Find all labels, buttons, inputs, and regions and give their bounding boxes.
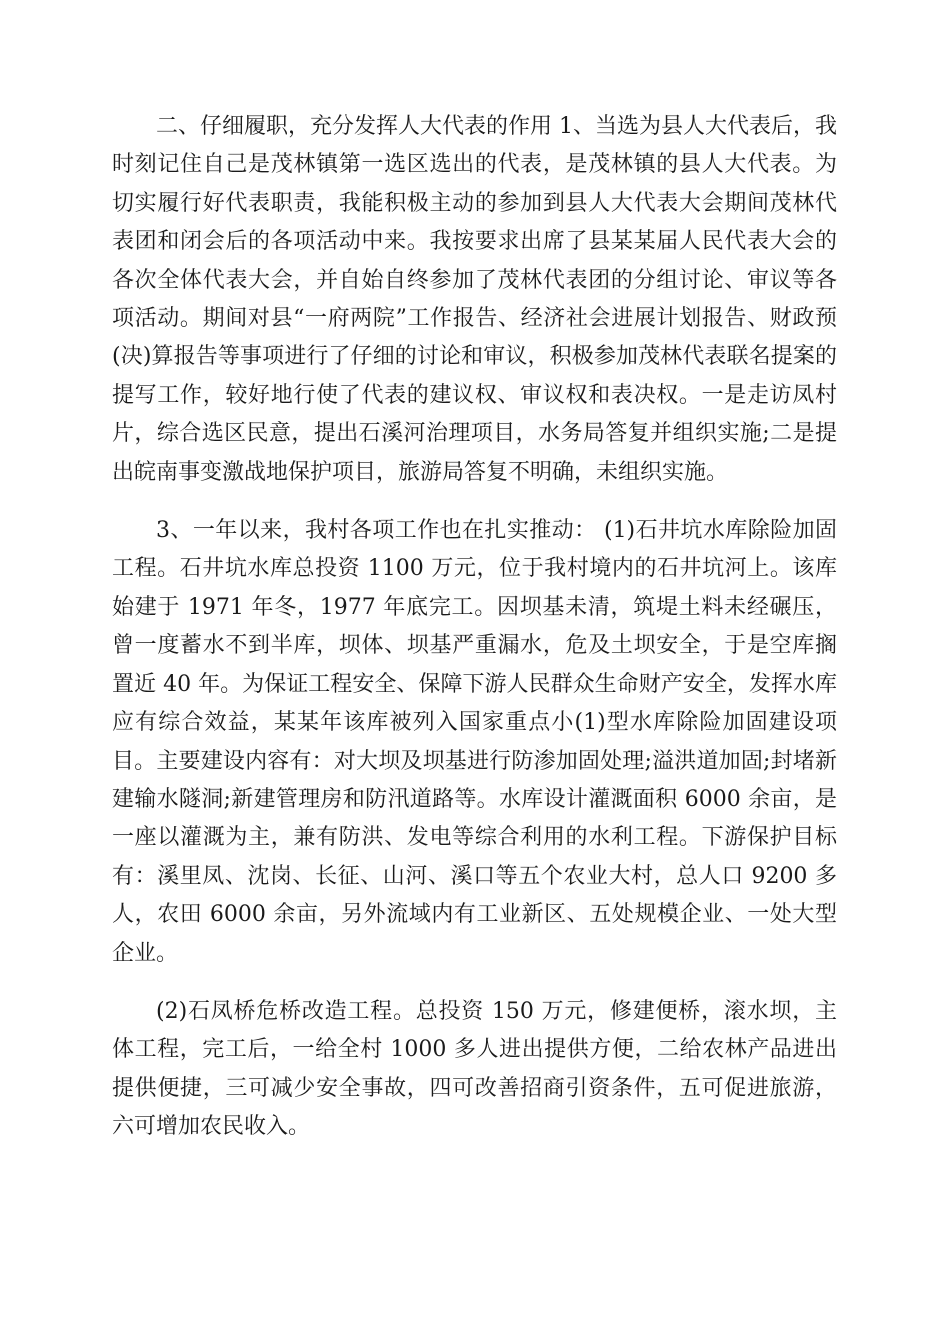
- paragraph-performing-duties: 二、仔细履职，充分发挥人大代表的作用 1、当选为县人大代表后，我时刻记住自己是茂林镇第一选区选出的代表，是茂林镇的县人大代表。为切实履行好代表职责，我能积极主动的参加到县人大代表大会期间茂林代表团和闭会后的各项活动中来。我按要求出席了县某某届人民代表大会的各次全体代表大会，并自始自终参加了茂林代表团的分组讨论、审议等各项活动。期间对县“一府两院”工作报告、经济社会进展计划报告、财政预(决)算报告等事项进行了仔细的讨论和审议，积极参加茂林代表联名提案的提写工作，较好地行使了代表的建议权、审议权和表决权。一是走访凤村片，综合选区民意，提出石溪河治理项目，水务局答复并组织实施;二是提出皖南事变激战地保护项目，旅游局答复不明确，未组织实施。: [112, 114, 837, 485]
- paragraph-village-work-reservoir: 3、一年以来，我村各项工作也在扎实推动： (1)石井坑水库除险加固工程。石井坑水库总投资 1100 万元，位于我村境内的石井坑河上。该库始建于 1971 年冬，1977 年底完工。因坝基未清，筑堤土料未经碾压，曾一度蓄水不到半库，坝体、坝基严重漏水，危及土坝安全，于是空库搁置近 40 年。为保证工程安全、保障下游人民群众生命财产安全，发挥水库应有综合效益，某某年该库被列入国家重点小(1)型水库除险加固建设项目。主要建设内容有：对大坝及坝基进行防渗加固处理;溢洪道加固;封堵新建输水隧洞;新建管理房和防汛道路等。水库设计灌溉面积 6000 余亩，是一座以灌溉为主，兼有防洪、发电等综合利用的水利工程。下游保护目标有：溪里凤、沈岗、长征、山河、溪口等五个农业大村，总人口 9200 多人，农田 6000 余亩，另外流域内有工业新区、五处规模企业、一处大型企业。: [112, 518, 837, 966]
- paragraph-bridge-renovation: (2)石凤桥危桥改造工程。总投资 150 万元，修建便桥，滚水坝，主体工程，完工后，一给全村 1000 多人进出提供方便，二给农林产品进出提供便捷，三可减少安全事故，四可改善招商引资条件，五可促进旅游，六可增加农民收入。: [112, 998, 837, 1140]
- document-body: [112, 108, 837, 1167]
